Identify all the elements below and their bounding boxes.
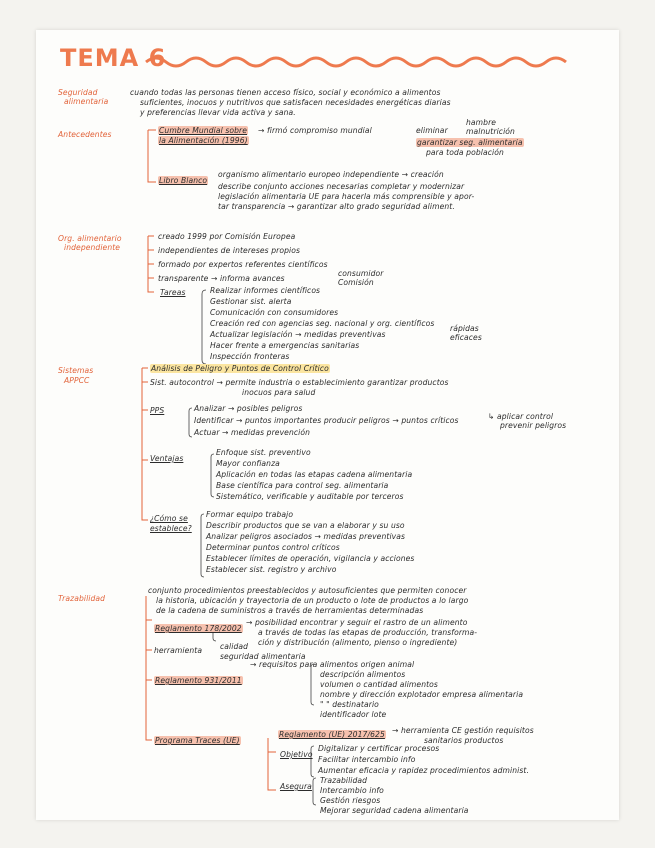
tareas-label: Tareas: [160, 288, 186, 297]
hambre: hambre: [466, 118, 497, 127]
objetivo-1: Digitalizar y certificar procesos: [318, 744, 440, 753]
firmo: → firmó compromiso mundial: [258, 126, 372, 135]
pps-label: PPS: [150, 406, 165, 415]
seguridad-label: Seguridad: [58, 88, 98, 97]
consumidor: consumidor: [338, 269, 384, 278]
garantizar: garantizar seg. alimentaria: [417, 138, 523, 147]
appcc-label-2: APPCC: [64, 376, 90, 385]
programa-traces: Programa Traces (UE): [155, 736, 240, 745]
org-label: Org. alimentario: [58, 234, 122, 243]
org-c1: creado 1999 por Comisión Europea: [158, 232, 296, 241]
r178-c: ción y distribución (alimento, pienso o ingrediente): [258, 638, 458, 647]
como-label-2: establece?: [150, 524, 192, 533]
appcc-label: Sistemas: [58, 366, 94, 375]
r178-b: a través de todas las etapas de producción, transforma-: [258, 628, 478, 637]
aplicar-control: ↳ aplicar control: [488, 412, 554, 421]
herramienta: herramienta: [154, 646, 203, 655]
traz-def-3: de la cadena de suministros a través de herramientas determinadas: [156, 606, 424, 615]
libro-blanco: Libro Blanco: [159, 176, 208, 185]
tarea-6: Hacer frente a emergencias sanitarias: [210, 341, 360, 350]
comision: Comisión: [338, 278, 374, 287]
ventajas-label: Ventajas: [150, 454, 184, 463]
establece-4: Determinar puntos control críticos: [206, 543, 340, 552]
r178-a: → posibilidad encontrar y seguir el rastro de un alimento: [246, 618, 468, 627]
asegura-1: Trazabilidad: [320, 776, 368, 785]
establece-2: Describir productos que se van a elaborar y su uso: [206, 521, 405, 530]
ventaja-1: Enfoque sist. preventivo: [216, 448, 311, 457]
org-label-2: independiente: [64, 243, 121, 252]
tarea-7: Inspección fronteras: [210, 352, 290, 361]
lb-2: describe conjunto acciones necesarias completar y modernizar: [218, 182, 465, 191]
lb-1: organismo alimentario europeo independiente → creación: [218, 170, 444, 179]
tarea-5: Actualizar legislación → medidas preventivas: [210, 330, 386, 339]
org-c2: independientes de intereses propios: [158, 246, 301, 255]
identificar: Identificar → puntos importantes producir peligros → puntos críticos: [194, 416, 459, 425]
r931-b: volumen o cantidad alimentos: [320, 680, 438, 689]
malnutricion: malnutrición: [466, 127, 515, 136]
objetivo-label: Objetivo: [280, 750, 313, 759]
r931-e: identificador lote: [320, 710, 387, 719]
seguridad-def-2: suficientes, inocuos y nutritivos que satisfacen necesidades energéticas diarias: [140, 98, 451, 107]
tarea-4: Creación red con agencias seg. nacional y org. científicos: [210, 319, 435, 328]
seguridad-def-1: cuando todas las personas tienen acceso físico, social y económico a alimentos: [130, 88, 441, 97]
seguridad-alim: seguridad alimentaria: [220, 652, 306, 661]
ventaja-2: Mayor confianza: [216, 459, 280, 468]
inocuos: inocuos para salud: [242, 388, 316, 397]
reglamento-178: Reglamento 178/2002: [155, 624, 242, 633]
r931: → requisitos para alimentos origen animal: [250, 660, 415, 669]
para-toda: para toda población: [426, 148, 504, 157]
r931-d: " " destinatario: [320, 700, 379, 709]
cumbre-2: la Alimentación (1996): [159, 136, 248, 145]
tarea-1: Realizar informes científicos: [210, 286, 321, 295]
seguridad-label-2: alimentaria: [64, 97, 109, 106]
establece-5: Establecer límites de operación, vigilancia y acciones: [206, 554, 415, 563]
reglamento-931: Reglamento 931/2011: [155, 676, 242, 685]
traces-desc: → herramienta CE gestión requisitos: [392, 726, 534, 735]
cumbre-1: Cumbre Mundial sobre: [159, 126, 248, 135]
traz-def-1: conjunto procedimientos preestablecidos y autosuficientes que permiten conocer: [148, 586, 467, 595]
calidad: calidad: [220, 642, 249, 651]
eficaces: eficaces: [450, 333, 482, 342]
como-label: ¿Cómo se: [150, 514, 188, 523]
reglamento-2017: Reglamento (UE) 2017/625: [279, 730, 385, 739]
title-wave: [146, 58, 566, 66]
objetivo-3: Aumentar eficacia y rapidez procedimientos administ.: [318, 766, 529, 775]
rapidas: rápidas: [450, 324, 479, 333]
ventaja-3: Aplicación en todas las etapas cadena alimentaria: [216, 470, 413, 479]
page-title: TEMA 6: [60, 44, 167, 72]
r931-a: descripción alimentos: [320, 670, 406, 679]
traz-def-2: la historia, ubicación y trayectoria de un producto o lote de productos a lo largo: [156, 596, 469, 605]
asegura-label: Asegura: [280, 782, 312, 791]
asegura-3: Gestión riesgos: [320, 796, 381, 805]
ventaja-5: Sistemático, verificable y auditable por terceros: [216, 492, 404, 501]
trazabilidad-label: Trazabilidad: [58, 594, 106, 603]
analizar: Analizar → posibles peligros: [194, 404, 303, 413]
tarea-2: Gestionar sist. alerta: [210, 297, 292, 306]
org-c4: transparente → informa avances: [158, 274, 285, 283]
ventaja-4: Base científica para control seg. alimentaria: [216, 481, 389, 490]
establece-3: Analizar peligros asociados → medidas preventivas: [206, 532, 406, 541]
lb-4: tar transparencia → garantizar alto grado seguridad aliment.: [218, 202, 455, 211]
analisis: Análisis de Peligro y Puntos de Control Crítico: [151, 364, 329, 373]
asegura-4: Mejorar seguridad cadena alimentaria: [320, 806, 469, 815]
eliminar: eliminar: [416, 126, 448, 135]
lb-3: legislación alimentaria UE para hacerla más comprensible y apor-: [218, 192, 475, 201]
seguridad-def-3: y preferencias llevar vida activa y sana.: [140, 108, 296, 117]
r931-c: nombre y dirección explotador empresa alimentaria: [320, 690, 524, 699]
establece-1: Formar equipo trabajo: [206, 510, 294, 519]
antecedentes-label: Antecedentes: [58, 130, 112, 139]
sist-autocontrol: Sist. autocontrol → permite industria o establecimiento garantizar productos: [150, 378, 449, 387]
asegura-2: Intercambio info: [320, 786, 384, 795]
actuar: Actuar → medidas prevención: [194, 428, 311, 437]
org-c3: formado por expertos referentes científicos: [158, 260, 328, 269]
objetivo-2: Facilitar intercambio info: [318, 755, 416, 764]
establece-6: Establecer sist. registro y archivo: [206, 565, 337, 574]
prevenir: prevenir peligros: [500, 421, 567, 430]
notes-page: [36, 30, 619, 820]
traces-desc-2: sanitarios productos: [424, 736, 504, 745]
tarea-3: Comunicación con consumidores: [210, 308, 339, 317]
